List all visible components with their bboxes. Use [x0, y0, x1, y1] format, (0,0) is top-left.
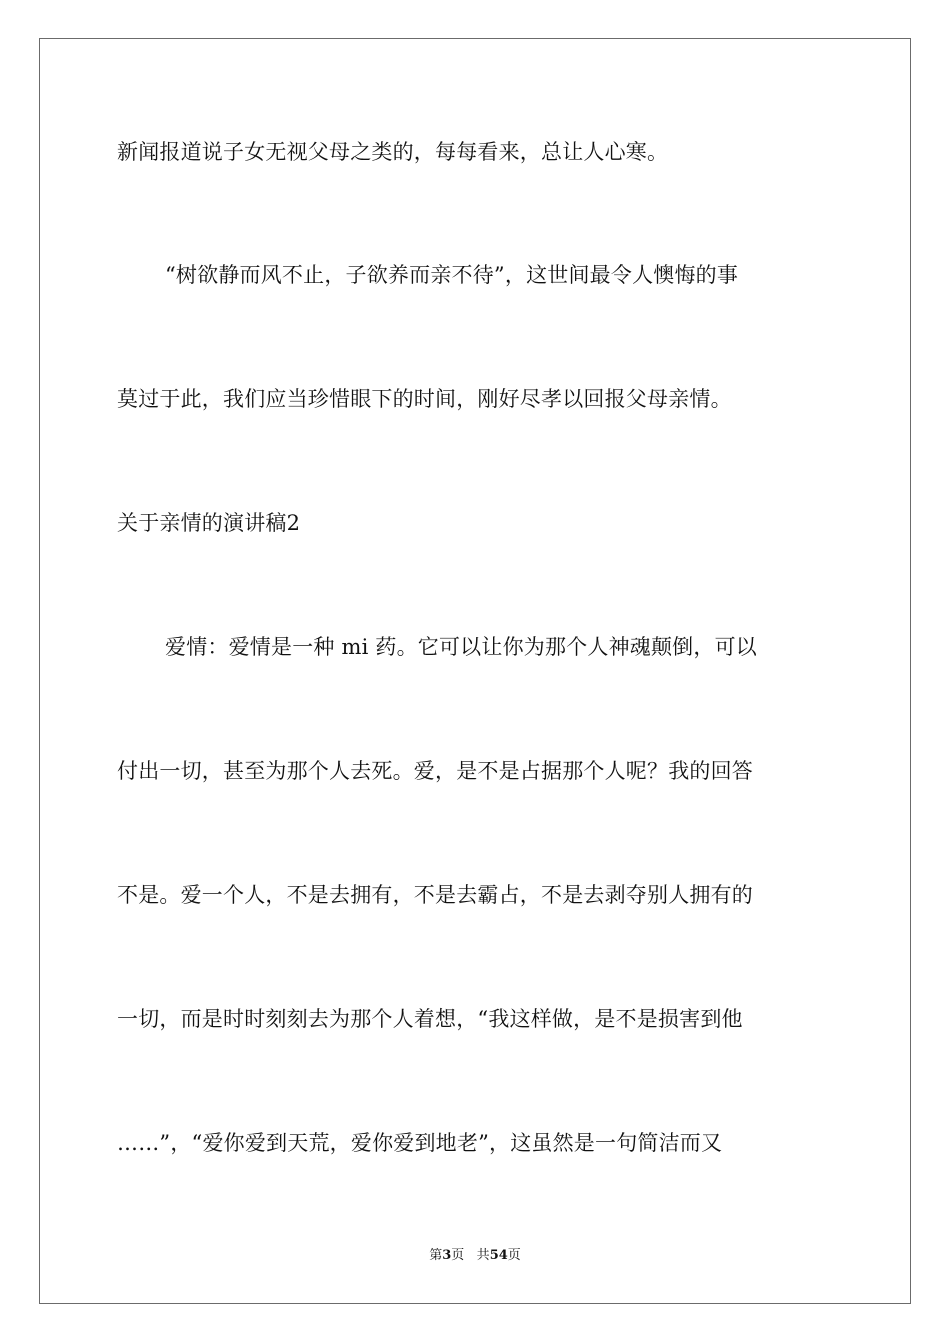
text-line-2: “树欲静而风不止，子欲养而亲不待”，这世间最令人懊悔的事 [165, 263, 739, 287]
page-border [39, 38, 911, 1304]
text-line-9: ……”，“爱你爱到天荒，爱你爱到地老”，这虽然是一句简洁而又 [117, 1131, 723, 1155]
text-line-7: 不是。爱一个人，不是去拥有，不是去霸占，不是去剥夺别人拥有的 [117, 883, 753, 907]
page-number: 3 [442, 1248, 452, 1263]
footer-prefix: 第 [429, 1248, 443, 1263]
text-line-5: 爱情：爱情是一种 mi 药。它可以让你为那个人神魂颠倒，可以 [165, 635, 757, 659]
page-footer [0, 1247, 950, 1265]
total-prefix: 共 [476, 1248, 490, 1263]
text-line-8: 一切，而是时时刻刻去为那个人着想，“我这样做，是不是损害到他 [117, 1007, 743, 1031]
text-line-3: 莫过于此，我们应当珍惜眼下的时间，刚好尽孝以回报父母亲情。 [117, 387, 732, 411]
total-suffix: 页 [507, 1248, 521, 1263]
page-suffix: 页 [451, 1248, 465, 1263]
text-line-6: 付出一切，甚至为那个人去死。爱，是不是占据那个人呢？我的回答 [117, 759, 753, 783]
text-line-1: 新闻报道说子女无视父母之类的，每每看来，总让人心寒。 [117, 140, 669, 164]
section-heading: 关于亲情的演讲稿2 [117, 511, 301, 535]
total-pages: 54 [489, 1248, 508, 1263]
